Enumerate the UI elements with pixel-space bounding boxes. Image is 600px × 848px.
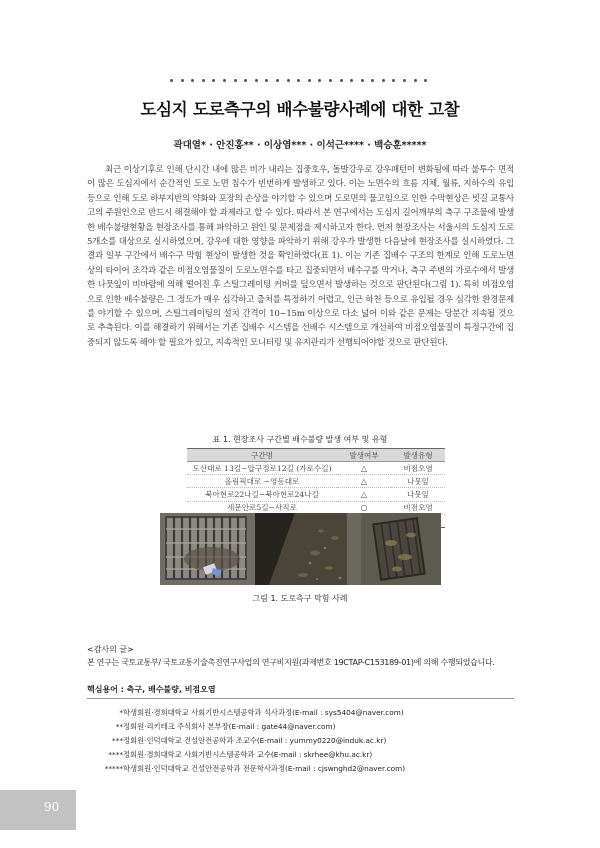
author-list: 곽대열* · 안진홍** · 이상염*** · 이석근**** · 백승훈***** [173, 140, 427, 151]
table-header-row [187, 449, 445, 462]
affiliation-line [87, 764, 527, 774]
acknowledgement-heading: <감사의 글> [87, 645, 134, 654]
paper-title: 도심지 도로측구의 배수불량사례에 대한 고찰 [140, 100, 460, 119]
decorative-dot-rule [170, 70, 435, 80]
photo-leaves-curb [255, 513, 347, 585]
affiliation-text: 학생회원·인덕대학교 건설안전공학과 전문학사과정(E-mail : cjswnghd2@naver.com) [123, 764, 406, 773]
page-number-box [0, 790, 76, 830]
affiliation-text: 정회원·경희대학교 사회기반시스템공학과 교수(E-mail : skrhee@khu.ac.kr) [123, 750, 373, 759]
abstract-paragraph: 최근 이상기후로 인해 단시간 내에 많은 비가 내리는 집중호우, 돌발강우로 강우패턴이 변화됨에 따라 불투수 면적이 많은 도심지에서 순간적인 도로 노면 침수가 빈번하게 발생하고 있다. 이는 노면수의 흐름 지체, 월류, 지하수의 유입 등으로 인해 도로 하부지반의 약화와 포장의 손상을 야기할 수 있으며 도로면의 물고임으로 인한 수막현상은 빗길 교통사고의 주원인으로 반드시 해결해야 할 과제라고 할 수 있다. 따라서 본 연구에서는 도심지 길어깨부의 측구 구조물에 발생한 배수불량현황을 현장조사를 통해 파악하고 원인 및 문제점을 제시하고자 한다. 먼저 현장조사는 서울시의 도심지 도로 5개소를 대상으로 실시하였으며, 강우에 대한 영향을 파악하기 위해 강우가 발생한 다음날에 현장조사를 실시하였다. 그 결과 일부 구간에서 배수구 막힘 현상이 발생한 것을 확인하였다(표 1). 이는 기존 집배수 구조의 한계로 인해 도로노면상의 타이어 조각과 같은 비점오염물질이 도로노면수를 타고 집중되면서 배수구를 막거나, 측구 주변의 가로수에서 발생한 나뭇잎이 비바람에 의해 떨어진 후 스틸그레이팅 커버를 덮으면서 발생하는 것으로 판단된다(그림 1). 특히 비점오염으로 인한 배수불량은 그 정도가 매우 심각하고 출처를 특정하기 어렵고, 인근 하천 등으로 유입될 경우 심각한 환경문제를 야기할 수 있으며, 스틸그레이팅의 설치 간격이 10~15m 이상으로 다소 넓어 이와 같은 문제는 당분간 지속될 것으로 추측된다. 이를 해결하기 위해서는 기존 집배수 시스템을 선배수 시스템으로 개선하여 비점오염물질이 특정구간에 집중되지 않도록 해야 할 필요가 있고, 지속적인 모니터링 및 유지관리가 선행되어야할 것으로 판단된다. [87, 165, 514, 348]
keywords: 핵심용어 : 측구, 배수불량, 비점오염 [87, 685, 216, 694]
affiliation-mark: **** [108, 750, 123, 759]
affiliation-mark: ** [115, 722, 123, 731]
type-cell: 비점오염 [391, 501, 445, 514]
affiliation-line [87, 708, 527, 718]
section-name-cell: 북아현로22나길~북아현로24나길 [187, 488, 337, 501]
affiliation-text: 정회원·리키테크 주식회사 본부장(E-mail : gate44@naver.com) [123, 722, 336, 731]
affiliation-line [87, 722, 527, 732]
section-name-cell: 도산대로 13길~압구정로12길 (가로수길) [187, 462, 337, 475]
affiliation-text: 정회원·인덕대학교 건설안전공학과 조교수(E-mail : yummy0220@induk.ac.kr) [123, 736, 387, 745]
photo-grating-debris [160, 513, 255, 585]
affiliation-mark: *** [112, 736, 123, 745]
affiliation-mark: ***** [104, 764, 123, 773]
grating-photo-drawing [160, 513, 255, 585]
drain-photo-drawing [347, 513, 441, 585]
figure-photos [160, 513, 441, 585]
affiliation-line [87, 750, 527, 760]
occurrence-cell: ○ [337, 501, 391, 514]
occurrence-cell: △ [337, 488, 391, 501]
page-number: 90 [44, 800, 60, 814]
type-cell: 비점오염 [391, 462, 445, 475]
affiliation-mark: * [119, 708, 123, 717]
occurrence-cell: △ [337, 475, 391, 488]
table-row [187, 475, 445, 488]
table-row [187, 462, 445, 475]
leaves-photo-drawing [255, 513, 347, 585]
table-row [187, 488, 445, 501]
type-cell: 나뭇잎 [391, 488, 445, 501]
affiliation-text: 학생회원·경희대학교 사회기반시스템공학과 석사과정(E-mail : sys5404@naver.com) [123, 708, 404, 717]
type-cell: 나뭇잎 [391, 475, 445, 488]
table-caption: 표 1. 현장조사 구간별 배수불량 발생 여부 및 유형 [212, 435, 388, 444]
column-header: 발생여부 [337, 449, 391, 462]
acknowledgement-text: 본 연구는 국토교통부/ 국토교통기술촉진연구사업의 연구비지원(과제번호 19CTAP-C153189-01)에 의해 수행되었습니다. [87, 658, 495, 667]
section-name-cell: 올림픽대로 ~영동대로 [187, 475, 337, 488]
figure-caption: 그림 1. 도로측구 막힘 사례 [252, 594, 348, 603]
affiliation-line [87, 736, 527, 746]
section-name-cell: 세문안로5길~사직로 [187, 501, 337, 514]
divider [87, 698, 514, 699]
photo-covered-drain [347, 513, 441, 585]
occurrence-cell: △ [337, 462, 391, 475]
column-header: 구간명 [187, 449, 337, 462]
column-header: 발생유형 [391, 449, 445, 462]
